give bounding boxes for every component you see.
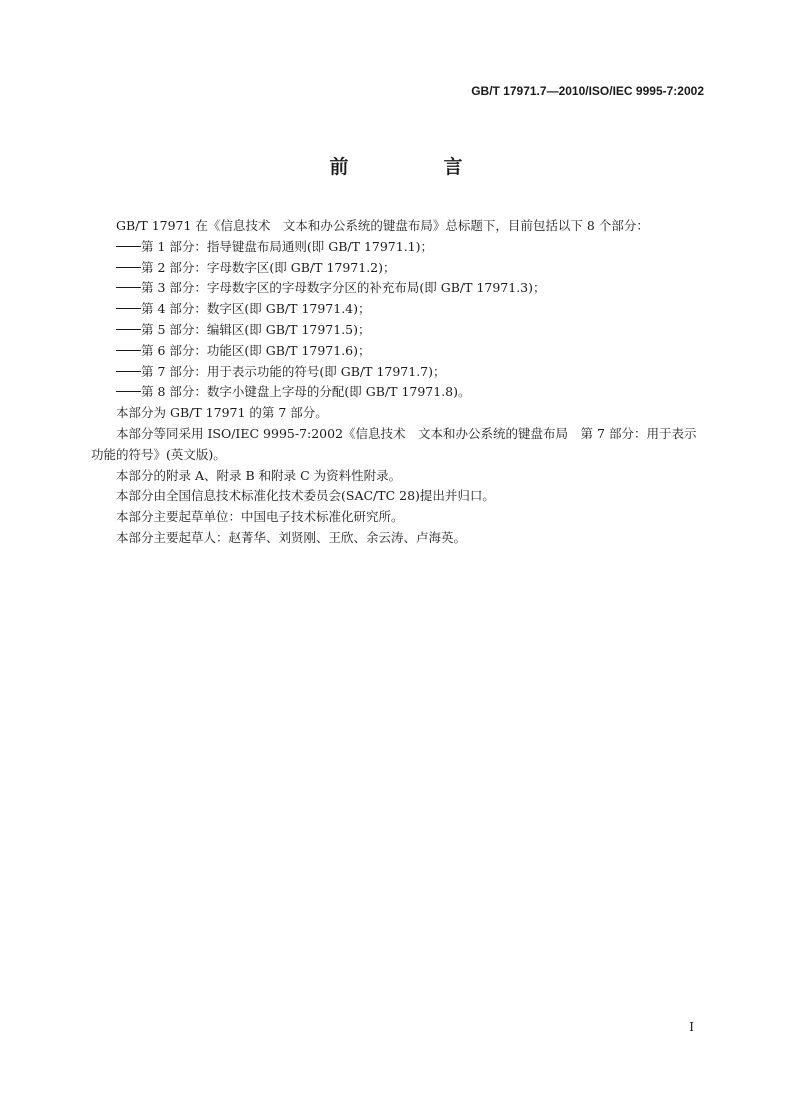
list-item-text: 第 2 部分：字母数字区(即 GB/T 17971.2)； <box>141 259 396 275</box>
body-paragraph: 本部分主要起草单位：中国电子技术标准化研究所。 <box>116 509 404 525</box>
list-item <box>91 341 707 362</box>
body-paragraph: 本部分为 GB/T 17971 的第 7 部分。 <box>116 405 328 421</box>
foreword-body <box>91 216 707 549</box>
list-item <box>91 237 707 258</box>
list-item-text: 第 5 部分：编辑区(即 GB/T 17971.5)； <box>141 321 371 337</box>
list-item-text: 第 8 部分：数字小键盘上字母的分配(即 GB/T 17971.8)。 <box>141 384 471 400</box>
list-item-text: 第 6 部分：功能区(即 GB/T 17971.6)； <box>141 342 371 358</box>
body-paragraph: 本部分的附录 A、附录 B 和附录 C 为资料性附录。 <box>116 467 402 483</box>
list-item-text: 第 7 部分：用于表示功能的符号(即 GB/T 17971.7)； <box>141 363 446 379</box>
body-paragraph: 本部分等同采用 ISO/IEC 9995-7:2002《信息技术 文本和办公系统的键盘布局 第 7 部分：用于表示功能的符号》(英文版)。 <box>91 425 697 462</box>
em-dash-mark <box>116 246 141 247</box>
em-dash-mark <box>116 350 141 351</box>
em-dash-mark <box>116 329 141 330</box>
em-dash-mark <box>116 371 141 372</box>
page-number: I <box>689 1020 694 1034</box>
list-item <box>91 362 707 383</box>
list-item <box>91 299 707 320</box>
page-title: 前 言 <box>329 156 501 178</box>
list-item <box>91 258 707 279</box>
em-dash-mark <box>116 391 141 392</box>
body-paragraph: 本部分由全国信息技术标准化技术委员会(SAC/TC 28)提出并归口。 <box>116 488 495 504</box>
em-dash-mark <box>116 308 141 309</box>
body-paragraph: 本部分主要起草人：赵菁华、刘贤刚、王欣、余云涛、卢海英。 <box>116 529 467 545</box>
standard-number-header: GB/T 17971.7—2010/ISO/IEC 9995-7:2002 <box>471 84 704 98</box>
list-item-text: 第 3 部分：字母数字区的字母数字分区的补充布局(即 GB/T 17971.3)； <box>141 280 546 296</box>
em-dash-mark <box>116 287 141 288</box>
list-item <box>91 382 707 403</box>
list-item-text: 第 4 部分：数字区(即 GB/T 17971.4)； <box>141 301 371 317</box>
parts-list <box>91 237 707 403</box>
list-item <box>91 278 707 299</box>
list-item <box>91 320 707 341</box>
em-dash-mark <box>116 267 141 268</box>
list-item-text: 第 1 部分：指导键盘布局通则(即 GB/T 17971.1)； <box>141 238 434 254</box>
intro-paragraph: GB/T 17971 在《信息技术 文本和办公系统的键盘布局》总标题下，目前包括以下 8 个部分： <box>116 218 649 233</box>
